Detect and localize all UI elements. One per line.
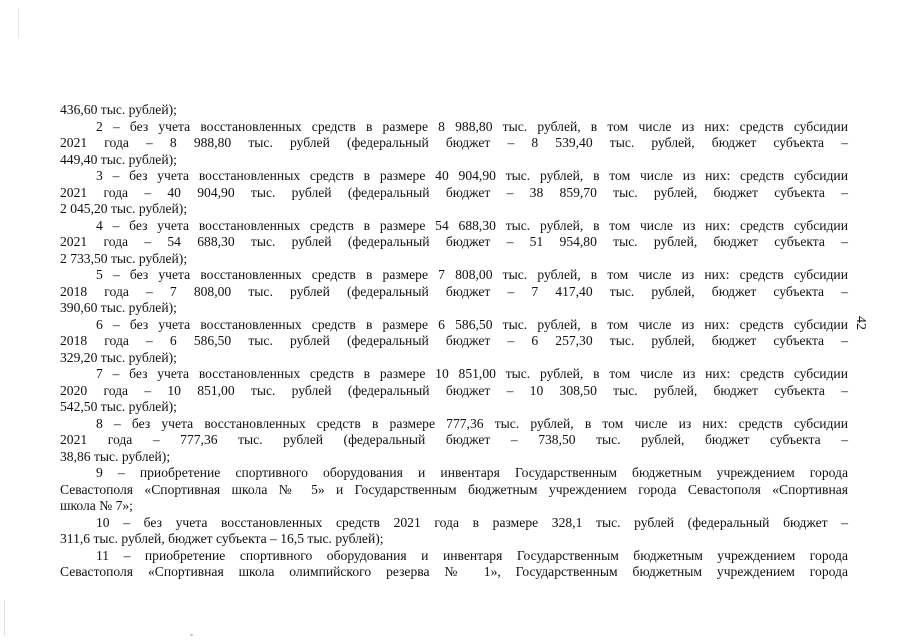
text-line: 329,20 тыс. рублей); (60, 349, 177, 365)
text-line: 11 – приобретение спортивного оборудования и инвентаря Государственным бюджетным учреждением города (96, 547, 848, 563)
text-line: 38,86 тыс. рублей); (60, 448, 171, 464)
text-line: 2021 года – 8 988,80 тыс. рублей (федеральный бюджет – 8 539,40 тыс. рублей, бюджет субъекта – (60, 135, 848, 150)
text-line: Севастополя «Спортивная школа № 5» и Государственным бюджетным учреждением города Севастополя «Спортивная (60, 481, 848, 497)
text-line: 449,40 тыс. рублей); (60, 151, 177, 167)
text-line: 2 733,50 тыс. рублей); (60, 250, 188, 266)
text-line: 2021 года – 40 904,90 тыс. рублей (федеральный бюджет – 38 859,70 тыс. рублей, бюджет субъекта – (60, 184, 848, 200)
text-line: 2018 года – 7 808,00 тыс. рублей (федеральный бюджет – 7 417,40 тыс. рублей, бюджет субъекта – (60, 283, 848, 299)
text-line: 311,6 тыс. рублей, бюджет субъекта – 16,5 тыс. рублей); (60, 531, 384, 546)
text-line: школа № 7»; (60, 498, 133, 513)
text-line: 2 – без учета восстановленных средств в размере 8 988,80 тыс. рублей, в том числе из них: средств субсидии (96, 118, 848, 134)
text-line: 5 – без учета восстановленных средств в размере 7 808,00 тыс. рублей, в том числе из них: средств субсидии (96, 267, 848, 282)
text-line: 542,50 тыс. рублей); (60, 399, 177, 414)
text-line: 3 – без учета восстановленных средств в размере 40 904,90 тыс. рублей, в том числе из них: средств субсидии (96, 168, 848, 183)
text-line: Севастополя «Спортивная школа олимпийского резерва № 1», Государственным бюджетным учреждением города (60, 564, 848, 579)
scan-artifact (18, 8, 19, 38)
page-number: 42 (853, 316, 868, 330)
text-line: 10 – без учета восстановленных средств 2021 года в размере 328,1 тыс. рублей (федеральный бюджет – (96, 514, 848, 530)
text-line: 2018 года – 6 586,50 тыс. рублей (федеральный бюджет – 6 257,30 тыс. рублей, бюджет субъекта – (60, 333, 848, 348)
scan-artifact (190, 634, 193, 636)
text-line: 4 – без учета восстановленных средств в размере 54 688,30 тыс. рублей, в том числе из них: средств субсидии (96, 217, 848, 233)
text-line: 390,60 тыс. рублей); (60, 300, 177, 315)
text-line: 7 – без учета восстановленных средств в размере 10 851,00 тыс. рублей, в том числе из них: средств субсидии (96, 366, 848, 381)
text-line: 8 – без учета восстановленных средств в размере 777,36 тыс. рублей, в том числе из них: средств субсидии (96, 415, 848, 431)
text-line: 6 – без учета восстановленных средств в размере 6 586,50 тыс. рублей, в том числе из них: средств субсидии (96, 316, 848, 332)
text-line: 2021 года – 54 688,30 тыс. рублей (федеральный бюджет – 51 954,80 тыс. рублей, бюджет субъекта – (60, 234, 848, 249)
text-line: 2 045,20 тыс. рублей); (60, 201, 188, 216)
text-line: 9 – приобретение спортивного оборудования и инвентаря Государственным бюджетным учреждением города (96, 465, 848, 480)
text-line: 2021 года – 777,36 тыс. рублей (федеральный бюджет – 738,50 тыс. рублей, бюджет субъекта – (60, 432, 848, 447)
document-text-body (60, 102, 848, 581)
text-line: 2020 года – 10 851,00 тыс. рублей (федеральный бюджет – 10 308,50 тыс. рублей, бюджет субъекта – (60, 382, 848, 398)
text-line: 436,60 тыс. рублей); (60, 102, 177, 117)
scan-artifact (4, 600, 5, 636)
